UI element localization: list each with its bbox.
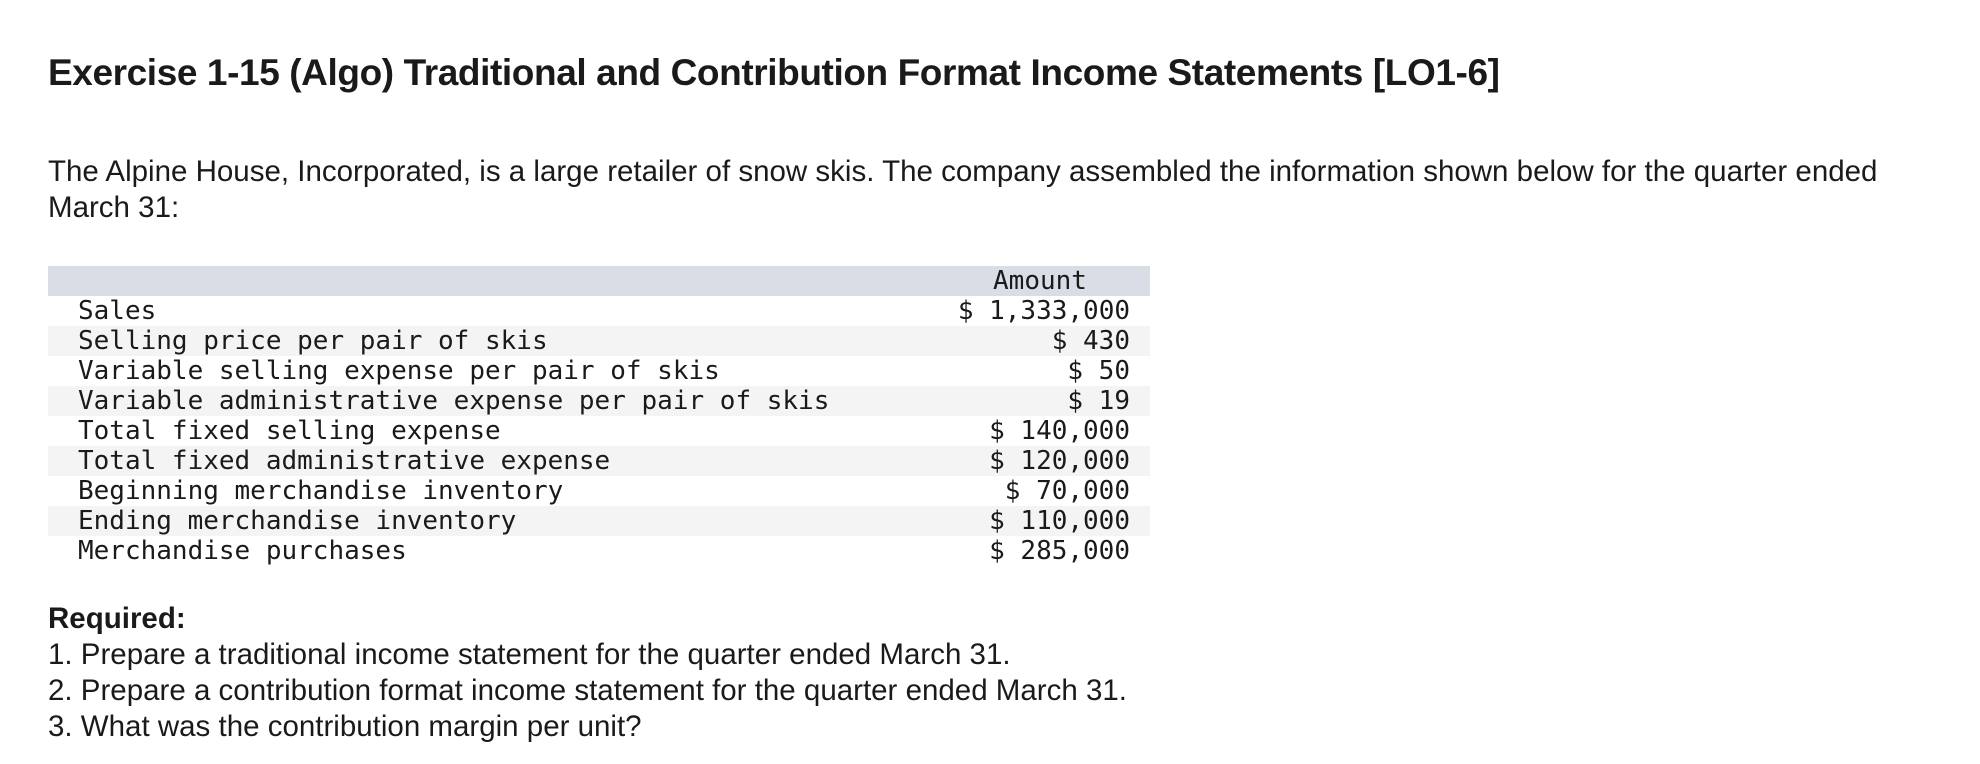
row-amount: $ 70,000 — [930, 476, 1150, 506]
amount-column-header: Amount — [930, 266, 1150, 296]
required-section — [48, 601, 1127, 745]
row-label: Beginning merchandise inventory — [48, 476, 930, 506]
information-table — [48, 266, 1150, 566]
row-amount: $ 50 — [930, 356, 1150, 386]
row-label: Ending merchandise inventory — [48, 506, 930, 536]
table-row — [48, 356, 1150, 386]
table-row — [48, 296, 1150, 326]
row-amount: $ 285,000 — [930, 536, 1150, 566]
row-label: Variable selling expense per pair of skis — [48, 356, 930, 386]
table-row — [48, 476, 1150, 506]
table-header-row — [48, 266, 1150, 296]
row-amount: $ 19 — [930, 386, 1150, 416]
row-label: Sales — [48, 296, 930, 326]
exercise-title: Exercise 1-15 (Algo) Traditional and Contribution Format Income Statements [LO1-6] — [48, 52, 1500, 93]
required-item-3: 3. What was the contribution margin per unit? — [48, 710, 642, 743]
row-label: Merchandise purchases — [48, 536, 930, 566]
label-column-header — [48, 266, 930, 296]
table-row — [48, 446, 1150, 476]
row-label: Total fixed administrative expense — [48, 446, 930, 476]
row-amount: $ 1,333,000 — [930, 296, 1150, 326]
table-row — [48, 326, 1150, 356]
intro-paragraph: The Alpine House, Incorporated, is a large retailer of snow skis. The company assembled the information shown below for the quarter ended March 31: — [48, 155, 1878, 224]
table-row — [48, 416, 1150, 446]
required-item-1: 1. Prepare a traditional income statement for the quarter ended March 31. — [48, 638, 1011, 671]
row-label: Variable administrative expense per pair of skis — [48, 386, 930, 416]
row-amount: $ 120,000 — [930, 446, 1150, 476]
table-row — [48, 506, 1150, 536]
row-label: Total fixed selling expense — [48, 416, 930, 446]
required-item-2: 2. Prepare a contribution format income statement for the quarter ended March 31. — [48, 674, 1127, 707]
row-amount: $ 140,000 — [930, 416, 1150, 446]
row-amount: $ 430 — [930, 326, 1150, 356]
row-label: Selling price per pair of skis — [48, 326, 930, 356]
table-row — [48, 386, 1150, 416]
row-amount: $ 110,000 — [930, 506, 1150, 536]
required-heading: Required: — [48, 602, 186, 635]
table-row — [48, 536, 1150, 566]
